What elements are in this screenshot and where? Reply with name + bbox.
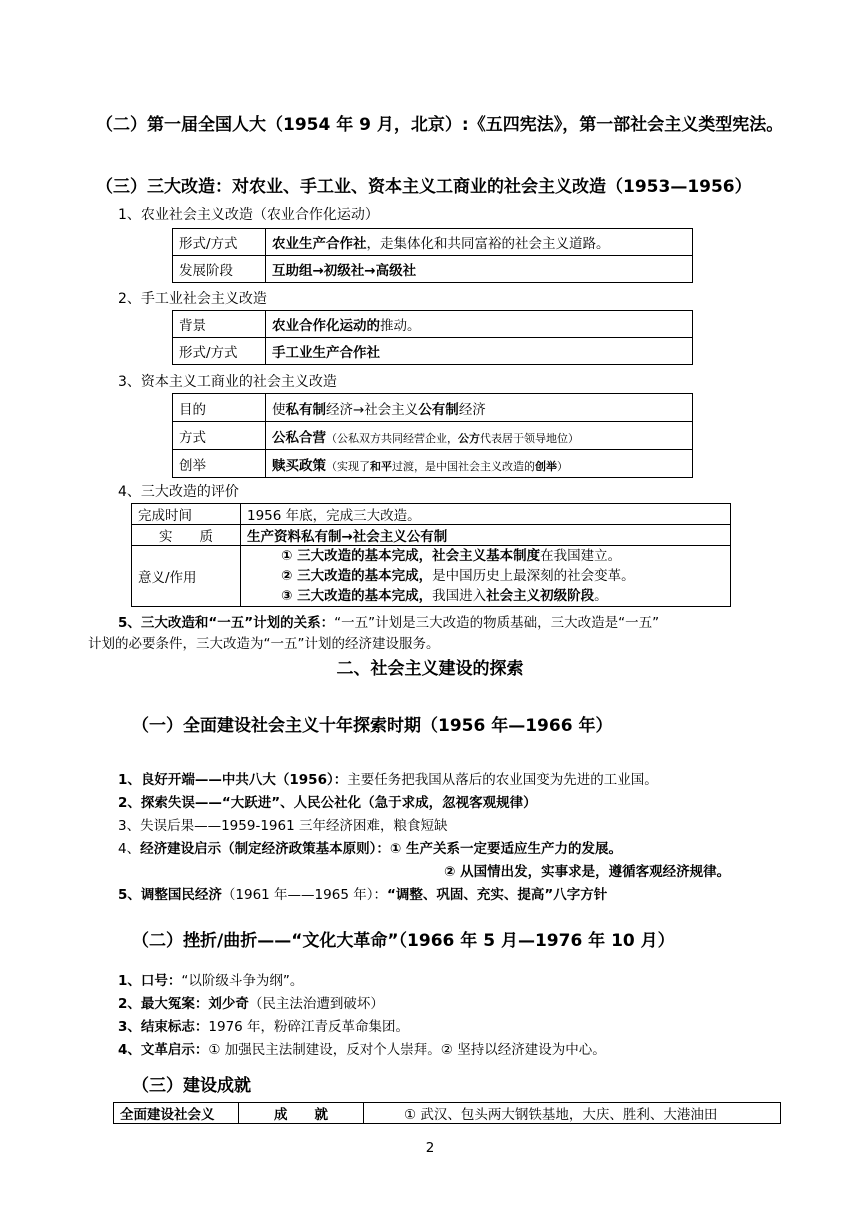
craft-r2-value: 手工业生产合作社 [266, 338, 693, 365]
table-row [173, 256, 693, 283]
table-row [173, 311, 693, 338]
agri-title: 1、农业社会主义改造（农业合作化运动） [118, 207, 379, 223]
explore-heading: （一）全面建设社会主义十年探索时期（1956 年—1966 年） [132, 716, 613, 736]
eval-title: 4、三大改造的评价 [118, 484, 239, 500]
section-heading-npc: （二）第一届全国人大（1954 年 9 月，北京）:《五四宪法》，第一部社会主义类型宪法。 [96, 115, 784, 135]
capital-r2-label: 方式 [173, 422, 266, 450]
meaning-3: ③ 三大改造的基本完成，我国进入社会主义初级阶段。 [281, 588, 608, 604]
achieve-heading: （三）建设成就 [132, 1076, 251, 1096]
culture-line-4: 4、文革启示：① 加强民主法制建设，反对个人崇拜。② 坚持以经济建设为中心。 [118, 1042, 606, 1058]
eval-r2-value: 生产资料私有制→社会主义公有制 [241, 525, 731, 546]
agri-r2-label: 发展阶段 [173, 256, 266, 283]
explore-line-3: 3、失误后果——1959-1961 三年经济困难，粮食短缺 [118, 818, 448, 834]
table-row [132, 546, 731, 607]
achieve-table [113, 1102, 781, 1124]
culture-line-3: 3、结束标志：1976 年，粉碎江青反革命集团。 [118, 1019, 410, 1035]
craft-r2-label: 形式/方式 [173, 338, 266, 365]
capital-r1-value: 使私有制经济→社会主义公有制经济 [266, 394, 693, 422]
achieve-c1: 全面建设社会义 [114, 1103, 239, 1124]
culture-line-1: 1、口号：“以阶级斗争为纲”。 [118, 973, 304, 989]
capital-r3-value: 赎买政策（实现了和平过渡，是中国社会主义改造的创举） [266, 450, 693, 478]
explore-line-4: 4、经济建设启示（制定经济政策基本原则）：① 生产关系一定要适应生产力的发展。 [118, 841, 622, 857]
eval-r1-label: 完成时间 [132, 504, 241, 525]
culture-heading: （二）挫折/曲折——“文化大革命”（1966 年 5 月—1976 年 10 月） [132, 931, 675, 951]
agri-table [172, 228, 693, 283]
table-row [173, 450, 693, 478]
agri-r2-value: 互助组→初级社→高级社 [266, 256, 693, 283]
relation-line-2: 计划的必要条件，三大改造为“一五”计划的经济建设服务。 [88, 636, 440, 652]
section-heading-three-transformations: （三）三大改造：对农业、手工业、资本主义工商业的社会主义改造（1953—1956） [96, 177, 752, 197]
culture-line-2: 2、最大冤案：刘少奇（民主法治遭到破坏） [118, 996, 384, 1012]
explore-line-1: 1、良好开端——中共八大（1956）：主要任务把我国从落后的农业国变为先进的工业国。 [118, 772, 658, 788]
meaning-1: ① 三大改造的基本完成，社会主义基本制度在我国建立。 [281, 548, 622, 564]
part2-heading: 二、社会主义建设的探索 [336, 659, 524, 679]
meaning-2: ② 三大改造的基本完成，是中国历史上最深刻的社会变革。 [281, 568, 635, 584]
craft-title: 2、手工业社会主义改造 [118, 291, 267, 307]
eval-r3-value [241, 546, 731, 607]
explore-line-5: 5、调整国民经济（1961 年——1965 年）：“调整、巩固、充实、提高”八字方针 [118, 887, 608, 903]
table-row [132, 525, 731, 546]
page-number: 2 [425, 1140, 435, 1156]
relation-line-1: 5、三大改造和“一五”计划的关系：“一五”计划是三大改造的物质基础，三大改造是“一五” [118, 615, 660, 631]
agri-r1-label: 形式/方式 [173, 229, 266, 256]
capital-r3-label: 创举 [173, 450, 266, 478]
table-row [132, 504, 731, 525]
table-row [114, 1103, 781, 1124]
eval-r3-label: 意义/作用 [132, 546, 241, 607]
achieve-c2: 成 就 [239, 1103, 364, 1124]
capital-r1-label: 目的 [173, 394, 266, 422]
eval-r1-value: 1956 年底，完成三大改造。 [241, 504, 731, 525]
agri-r1-value: 农业生产合作社，走集体化和共同富裕的社会主义道路。 [266, 229, 693, 256]
achieve-c3: ① 武汉、包头两大钢铁基地，大庆、胜利、大港油田 [364, 1103, 781, 1124]
craft-r1-value: 农业合作化运动的推动。 [266, 311, 693, 338]
explore-line-2: 2、探索失误——“大跃进”、人民公社化（急于求成，忽视客观规律） [118, 795, 537, 811]
table-row [173, 394, 693, 422]
eval-r2-label: 实 质 [132, 525, 241, 546]
table-row [173, 422, 693, 450]
table-row [173, 338, 693, 365]
explore-line-4b: ② 从国情出发，实事求是，遵循客观经济规律。 [444, 864, 731, 880]
table-row [173, 229, 693, 256]
capital-r2-value: 公私合营（公私双方共同经营企业，公方代表居于领导地位） [266, 422, 693, 450]
eval-table [131, 503, 731, 607]
craft-r1-label: 背景 [173, 311, 266, 338]
capital-table [172, 393, 693, 478]
capital-title: 3、资本主义工商业的社会主义改造 [118, 374, 337, 390]
craft-table [172, 310, 693, 365]
